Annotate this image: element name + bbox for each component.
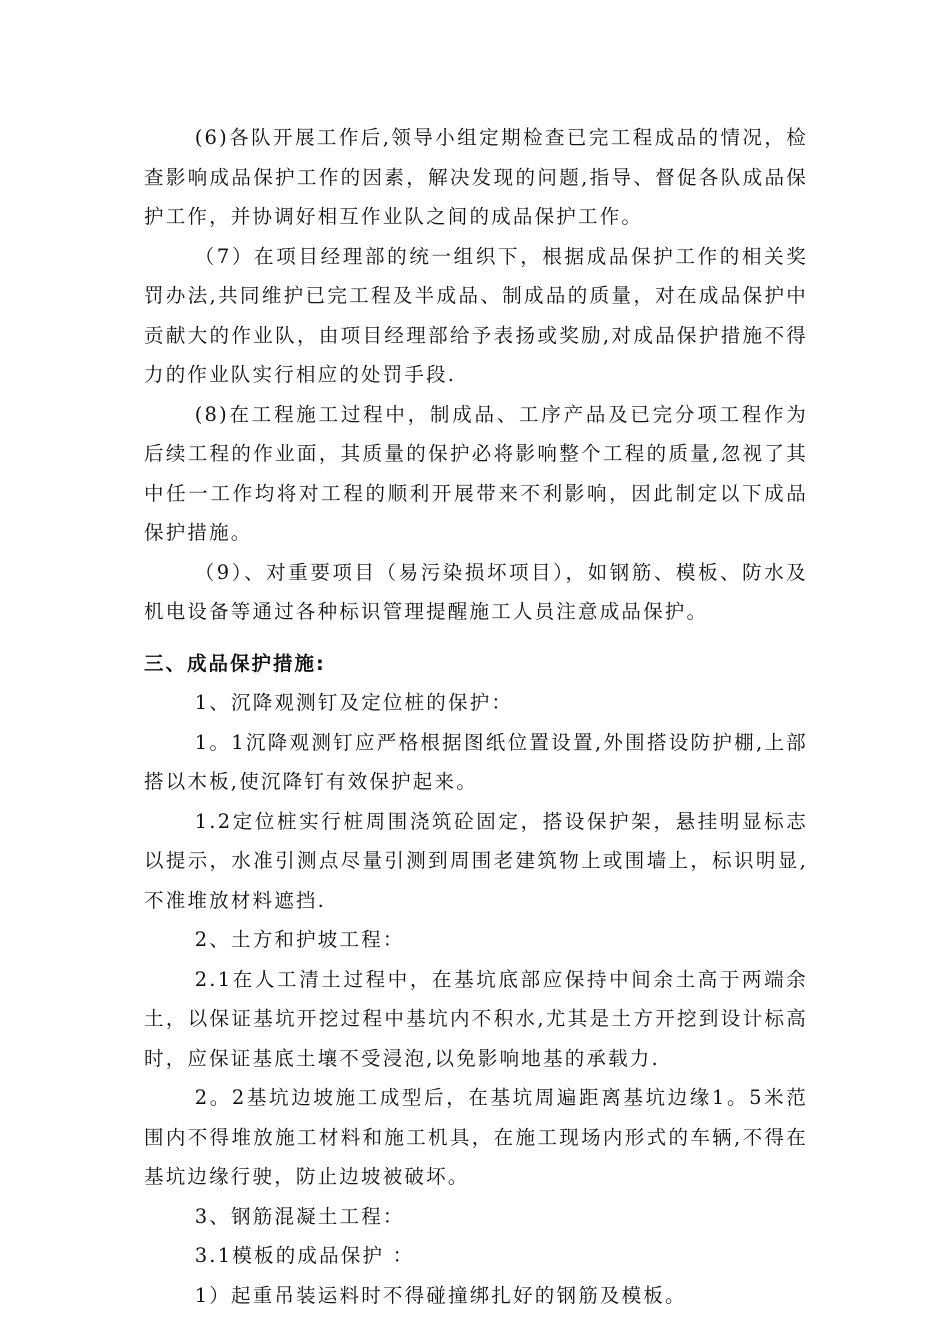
paragraph-3-1: 3.1模板的成品保护 ： — [194, 1244, 415, 1267]
paragraph-2-1: 2.1在人工清土过程中，在基坑底部应保持中间余土高于两端余土，以保证基坑开挖过程中基坑内不积水,尤其是土方开挖到设计标高时，应保证基底土壤不受浸泡,以免影响地基的承载力. — [144, 967, 808, 1070]
document-body — [144, 118, 808, 1315]
list-item-1: 1）起重吊装运料时不得碰撞绑扎好的钢筋及模板。 — [194, 1283, 687, 1307]
paragraph-1-2: 1.2定位桩实行桩周围浇筑砼固定，搭设保护架，悬挂明显标志以提示，水准引测点尽量引测到周围老建筑物上或围墙上，标识明显,不准堆放材料遮挡. — [144, 809, 808, 912]
paragraph-item-8: (8)在工程施工过程中，制成品、工序产品及已完分项工程作为后续工程的作业面，其质量的保护必将影响整个工程的质量,忽视了其中任一工作均将对工程的顺利开展带来不利影响，因此制定以下成品保护措施。 — [144, 402, 808, 544]
section-heading: 三、成品保护措施: — [144, 651, 326, 675]
subsection-title-settlement: 1、沉降观测钉及定位桩的保护： — [194, 691, 514, 714]
subsection-title-concrete: 3、钢筋混凝土工程： — [194, 1204, 405, 1228]
subsection-title-earthwork: 2、土方和护坡工程： — [194, 928, 405, 951]
paragraph-item-9: （9）、对重要项目（易污染损坏项目），如钢筋、模板、防水及机电设备等通过各种标识管理提醒施工人员注意成品保护。 — [144, 560, 808, 623]
paragraph-item-6: (6)各队开展工作后,领导小组定期检查已完工程成品的情况，检查影响成品保护工作的因素，解决发现的问题,指导、督促各队成品保护工作，并协调好相互作业队之间的成品保护工作。 — [144, 126, 808, 228]
paragraph-1-1: 1。1沉降观测钉应严格根据图纸位置设置,外围搭设防护棚,上部搭以木板,使沉降钉有效保护起来。 — [144, 730, 808, 793]
paragraph-2-2: 2。2基坑边坡施工成型后，在基坑周遍距离基坑边缘1。5米范围内不得堆放施工材料和施工机具，在施工现场内形式的车辆,不得在基坑边缘行驶，防止边坡被破坏。 — [144, 1086, 808, 1188]
paragraph-item-7: （7）在项目经理部的统一组织下，根据成品保护工作的相关奖罚办法,共同维护已完工程及半成品、制成品的质量，对在成品保护中贡献大的作业队，由项目经理部给予表扬或奖励,对成品保护措施不得力的作业队实行相应的处罚手段. — [144, 244, 808, 386]
